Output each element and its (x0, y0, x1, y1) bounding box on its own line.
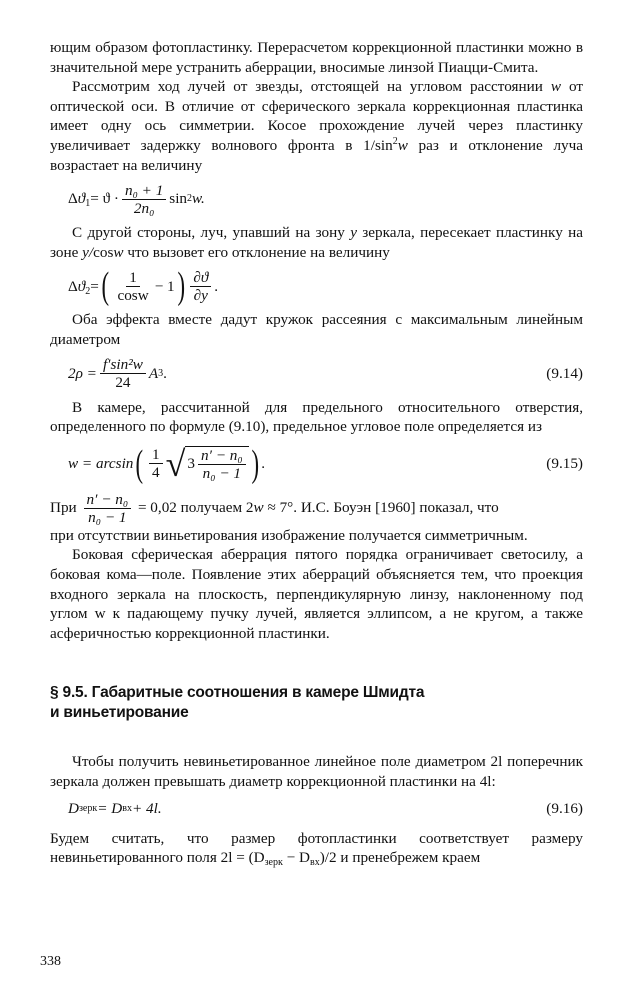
equation-9-15: w = arcsin ( $\frac{1}{4}$ √ 3 $\frac{\text{n′ − n₀}}{\text{n₀ − 1}}$ ) . (9.15) (68, 442, 583, 485)
paragraph-3: С другой стороны, луч, упавший на зону y зеркала, пересекает пластинку на зоне y/cosw что вызовет его отклонение на величину (50, 224, 583, 261)
section-title-line-1: § 9.5. Габаритные соотношения в камере Шмидта (50, 684, 425, 702)
paragraph-8: Чтобы получить невиньетированное линейное поле диаметром 2l поперечник зеркала должен превышать диаметр коррекционной пластинки на 4l: (50, 753, 583, 791)
page-number: 338 (40, 954, 61, 969)
equation-9-14: 2ρ = $\frac{\text{f′sin²w}}{24}$ A 3 . (9.14) (68, 356, 583, 392)
section-title-line-2: и виньетирование (50, 703, 189, 721)
equation-delta-theta-2: $\Delta ϑ_2$ = ( $\frac{1}{\cos w}$ − 1 ) $\frac{\partial ϑ}{\partial y}$ . (68, 265, 219, 308)
paragraph-9: Будем считать, что размер фотопластинки соответствует размеру невиньетированного поля $2l = (D_{зерк} - D_{вх})/2$ и пренебрежем краем (50, 829, 583, 869)
equation-delta-theta-1: $\Delta ϑ_1$ = ϑ · $\frac{\text{n₀ + 1}}{\text{2n₀}}$ sin 2 w. (68, 181, 205, 217)
paragraph-7: Боковая сферическая аберрация пятого порядка ограничивает светосилу, а боковая кома—поле. Появление этих аберраций объясняется тем, что проекция входного зеркала на плоскость, перпендикулярную линзу, наклоненному под углом w к падающему пучку лучей, является эллипсом, а не кругом, а также асферичностью коррекционной пластинки. (50, 546, 583, 642)
paragraph-4: Оба эффекта вместе дадут кружок рассеяния с максимальным линейным диаметром (50, 311, 583, 348)
paragraph-5: В камере, рассчитанной для предельного относительного отверстия, определенного по формуле (9.10), предельное угловое поле определяется из (50, 398, 583, 436)
equation-number-9-16: (9.16) (546, 799, 583, 817)
paragraph-2: Рассмотрим ход лучей от звезды, отстоящей на угловом расстоянии w от оптической оси. В отличие от сферического зеркала коррекционная пластинка имеет одну ось симметрии. Косое прохождение лучей через пластинку увеличивает задержку волнового фронта в $1/\sin^2w$ раз и отклонение луча возрастает на величину (50, 78, 583, 174)
section-heading (50, 683, 583, 722)
page-body (50, 38, 583, 868)
equation-number-9-15: (9.15) (546, 454, 583, 472)
paragraph-6-continued: при отсутствии виньетирования изображение получается симметричным. (50, 526, 528, 544)
paragraph-6: При $\frac{\text{n′ − n₀}}{\text{n₀ − 1}}$ = 0,02 получаем 2w ≈ 7°. И.С. Боуэн [1960] показал, что (50, 490, 499, 526)
equation-number-9-14: (9.14) (546, 364, 583, 382)
paragraph-1: ющим образом фотопластинку. Перерасчетом коррекционной пластинки можно в значительной мере устранить аберрации, вносимые линзой Пиацци-Смита. (50, 39, 583, 76)
heading-gap (50, 722, 583, 752)
equation-9-16: D зерк = D вх + 4l. (9.16) (68, 799, 583, 817)
section-gap (50, 643, 583, 683)
